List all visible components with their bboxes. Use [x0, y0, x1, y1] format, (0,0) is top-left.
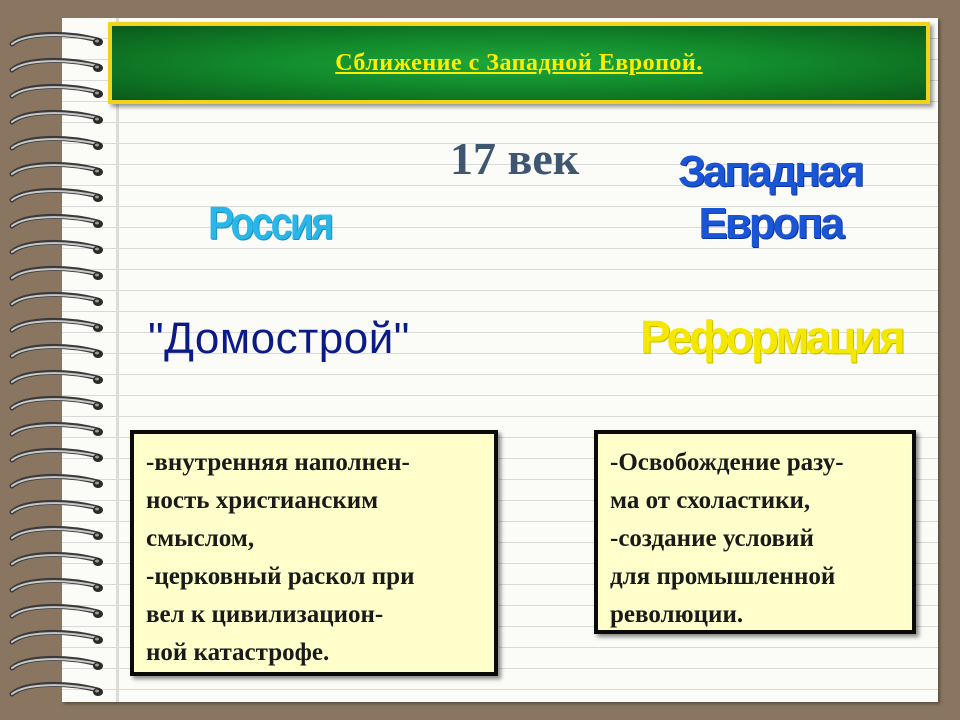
spiral-ring-icon: [6, 108, 106, 130]
spiral-ring-icon: [6, 446, 106, 468]
spiral-ring-icon: [6, 472, 106, 494]
spiral-ring-icon: [6, 576, 106, 598]
spiral-ring-icon: [6, 134, 106, 156]
spiral-ring-icon: [6, 212, 106, 234]
russia-box-line: ной катастрофе.: [146, 639, 330, 666]
spiral-ring-icon: [6, 368, 106, 390]
margin-line: [116, 18, 119, 702]
west-box-line: -создание условий: [610, 525, 814, 552]
slide-title: Сближение с Западной Европой.: [335, 49, 703, 76]
spiral-ring-icon: [6, 238, 106, 260]
spiral-ring-icon: [6, 160, 106, 182]
spiral-ring-icon: [6, 186, 106, 208]
spiral-ring-icon: [6, 30, 106, 52]
spiral-ring-icon: [6, 290, 106, 312]
russia-description-box: [130, 430, 498, 676]
spiral-ring-icon: [6, 550, 106, 572]
west-box-line: ма от схоластики,: [610, 487, 811, 514]
west-box-line: -Освобождение разу-: [610, 449, 844, 476]
russia-box-line: -внутренняя наполнен-: [146, 449, 410, 476]
spiral-ring-icon: [6, 680, 106, 702]
reformation-label: Реформация: [640, 311, 903, 363]
russia-heading: Россия: [208, 197, 332, 249]
spiral-ring-icon: [6, 394, 106, 416]
west-box-line: для промышленной: [610, 563, 836, 590]
spiral-ring-icon: [6, 524, 106, 546]
russia-box-line: смыслом,: [146, 525, 255, 552]
west-europe-heading: [640, 146, 900, 250]
west-europe-heading-line2: Европа: [698, 199, 842, 248]
spiral-ring-icon: [6, 342, 106, 364]
west-box-line: революции.: [610, 601, 744, 628]
spiral-ring-icon: [6, 56, 106, 78]
spiral-ring-icon: [6, 654, 106, 676]
spiral-ring-icon: [6, 316, 106, 338]
spiral-ring-icon: [6, 264, 106, 286]
spiral-ring-icon: [6, 602, 106, 624]
west-europe-description-box: [594, 430, 916, 634]
century-label: 17 век: [450, 133, 580, 184]
spiral-ring-icon: [6, 82, 106, 104]
domostroy-label: "Домострой": [148, 314, 410, 363]
spiral-ring-icon: [6, 420, 106, 442]
spiral-ring-icon: [6, 498, 106, 520]
spiral-ring-icon: [6, 628, 106, 650]
title-banner: [108, 22, 930, 104]
russia-box-line: вел к цивилизацион-: [146, 601, 384, 628]
russia-box-line: ность христианским: [146, 487, 379, 514]
russia-box-line: -церковный раскол при: [146, 563, 415, 590]
west-europe-heading-line1: Западная: [678, 147, 862, 196]
